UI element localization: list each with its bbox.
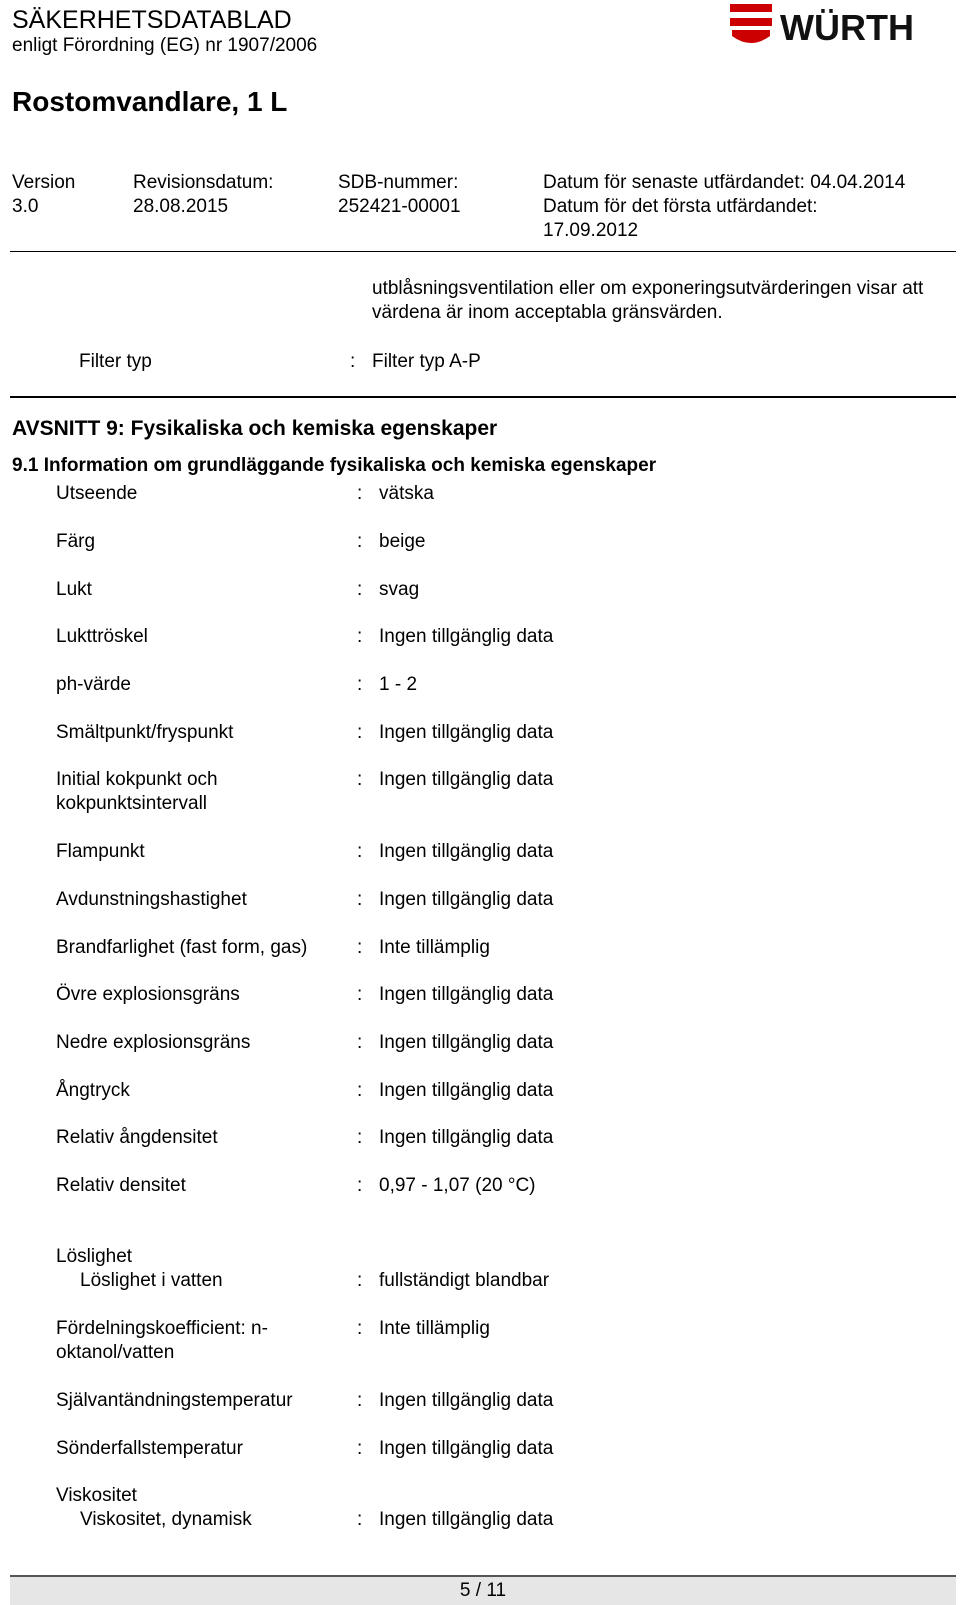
property-label: Viskositet, dynamisk (80, 1509, 252, 1530)
property-label: Flampunkt (56, 841, 145, 862)
property-label: Färg (56, 531, 96, 552)
sdb-label: SDB-nummer: (338, 172, 459, 193)
property-value: Inte tillämplig (379, 937, 490, 958)
property-colon: : (357, 1438, 363, 1459)
property-value: Ingen tillgänglig data (379, 889, 554, 910)
document-regulation: enligt Förordning (EG) nr 1907/2006 (12, 35, 318, 56)
version-label: Version (12, 172, 76, 193)
property-colon: : (357, 722, 363, 743)
header-divider (10, 251, 956, 252)
filter-type-label: Filter typ (79, 351, 152, 372)
property-value: Inte tillämplig (379, 1318, 490, 1339)
property-colon: : (357, 1318, 363, 1339)
property-colon: : (357, 626, 363, 647)
property-label: Relativ densitet (56, 1175, 186, 1196)
property-label: Initial kokpunkt och kokpunktsintervall (56, 769, 218, 814)
property-label: Lukt (56, 579, 92, 600)
property-value: fullständigt blandbar (379, 1270, 550, 1291)
document-title: SÄKERHETSDATABLAD (12, 6, 292, 34)
property-label: Utseende (56, 483, 138, 504)
property-colon: : (357, 889, 363, 910)
property-label: Sönderfallstemperatur (56, 1438, 243, 1459)
filter-type-value: Filter typ A-P (372, 351, 481, 372)
property-value: Ingen tillgänglig data (379, 1509, 554, 1530)
property-value: vätska (379, 483, 434, 504)
property-label: ph-värde (56, 674, 131, 695)
property-value: Ingen tillgänglig data (379, 769, 554, 790)
property-colon: : (357, 769, 363, 790)
property-colon: : (357, 674, 363, 695)
brand-text: WÜRTH (780, 7, 914, 48)
property-colon: : (357, 841, 363, 862)
property-value: Ingen tillgänglig data (379, 1080, 554, 1101)
property-value: Ingen tillgänglig data (379, 1127, 554, 1148)
property-label: Avdunstningshastighet (56, 889, 247, 910)
property-value: Ingen tillgänglig data (379, 1390, 554, 1411)
property-colon: : (357, 531, 363, 552)
section-divider (10, 396, 956, 398)
property-value: svag (379, 579, 420, 600)
revision-value: 28.08.2015 (133, 196, 229, 217)
property-value: Ingen tillgänglig data (379, 626, 554, 647)
property-label: Lukttröskel (56, 626, 148, 647)
page-footer (10, 1575, 956, 1605)
product-name: Rostomvandlare, 1 L (12, 86, 288, 117)
property-colon: : (357, 483, 363, 504)
property-value: Ingen tillgänglig data (379, 1032, 554, 1053)
property-label: Nedre explosionsgräns (56, 1032, 251, 1053)
property-colon: : (357, 1127, 363, 1148)
property-value: Ingen tillgänglig data (379, 1438, 554, 1459)
first-issue-value: 17.09.2012 (543, 220, 639, 241)
property-value: Ingen tillgänglig data (379, 722, 554, 743)
property-label: Ångtryck (56, 1080, 130, 1101)
version-value: 3.0 (12, 196, 39, 217)
first-issue-label: Datum för det första utfärdandet: (543, 196, 818, 217)
property-label: Övre explosionsgräns (56, 984, 240, 1005)
property-label: Löslighet i vatten (80, 1270, 223, 1291)
property-label: Relativ ångdensitet (56, 1127, 218, 1148)
page-number: 5 / 11 (459, 1580, 507, 1601)
property-colon: : (357, 1175, 363, 1196)
property-label: Brandfarlighet (fast form, gas) (56, 937, 308, 958)
revision-label: Revisionsdatum: (133, 172, 274, 193)
property-value: Ingen tillgänglig data (379, 984, 554, 1005)
property-colon: : (357, 937, 363, 958)
property-value: beige (379, 531, 426, 552)
wurth-logo (730, 2, 956, 52)
property-value: Ingen tillgänglig data (379, 841, 554, 862)
property-colon: : (357, 1390, 363, 1411)
last-issue-date: Datum för senaste utfärdandet: 04.04.2014 (543, 172, 906, 193)
section-9-1-title: 9.1 Information om grundläggande fysikaliska och kemiska egenskaper (12, 455, 657, 476)
continuation-text: utblåsningsventilation eller om exponeringsutvärderingen visar att värdena är inom acceptabla gränsvärden. (372, 278, 924, 323)
property-colon: : (357, 1509, 363, 1530)
property-value: 1 - 2 (379, 674, 418, 695)
filter-type-colon: : (350, 351, 356, 372)
property-colon: : (357, 579, 363, 600)
property-label: Fördelningskoefficient: n- oktanol/vatten (56, 1318, 268, 1363)
property-label: Smältpunkt/fryspunkt (56, 722, 234, 743)
property-colon: : (357, 1032, 363, 1053)
viscosity-heading: Viskositet (56, 1485, 137, 1506)
section-9-title: AVSNITT 9: Fysikaliska och kemiska egenskaper (12, 417, 498, 440)
property-colon: : (357, 984, 363, 1005)
property-value: 0,97 - 1,07 (20 °C) (379, 1175, 536, 1196)
property-label: Självantändningstemperatur (56, 1390, 293, 1411)
property-colon: : (357, 1080, 363, 1101)
solubility-heading: Löslighet (56, 1246, 133, 1267)
property-colon: : (357, 1270, 363, 1291)
sdb-value: 252421-00001 (338, 196, 461, 217)
